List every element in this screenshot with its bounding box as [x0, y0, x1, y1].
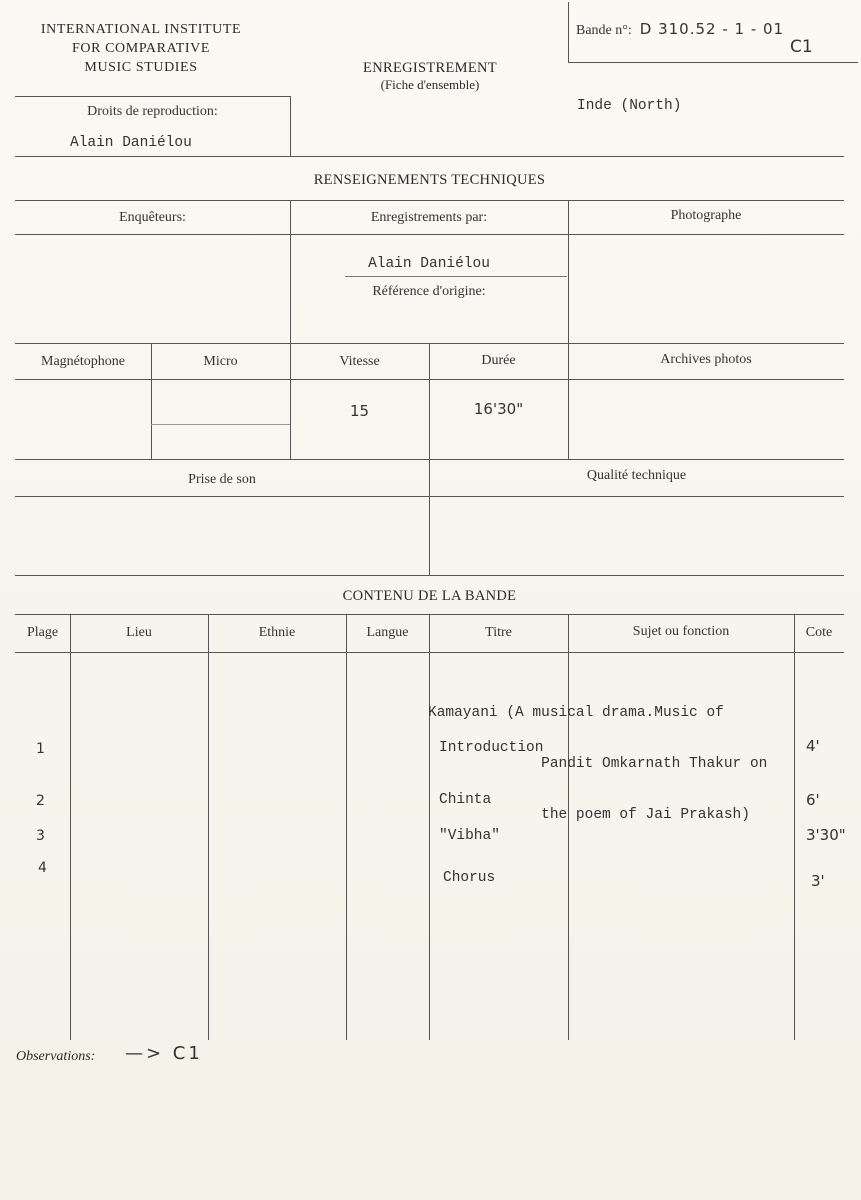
observations-label: Observations: [16, 1049, 96, 1064]
header-bottom-line [15, 156, 844, 157]
tech-row2-div-1 [151, 343, 152, 459]
track-cote: 4' [806, 737, 820, 755]
col-archives-photos: Archives photos [660, 352, 752, 367]
tech-row2-mid [15, 379, 844, 380]
track-title: Chinta [439, 792, 492, 808]
institute-line-3: MUSIC STUDIES [84, 60, 198, 75]
tech-row3-mid [15, 496, 844, 497]
bande-label: Bande n°: [576, 23, 632, 38]
content-header-line [15, 652, 844, 653]
col-enqueteurs: Enquêteurs: [119, 210, 186, 225]
section-tech-title: RENSEIGNEMENTS TECHNIQUES [313, 172, 546, 188]
col-photographe: Photographe [670, 208, 742, 223]
bande-box-left [568, 2, 569, 62]
droits-right-line [290, 96, 291, 156]
col-micro: Micro [203, 354, 238, 369]
content-div-1 [70, 614, 71, 1040]
observations [16, 1047, 95, 1065]
tech-row3-div [429, 459, 430, 575]
region-value: Inde (North) [577, 98, 682, 114]
track-title: Introduction [439, 740, 544, 756]
bande-value: D 310.52 - 1 - 01 [639, 20, 785, 38]
speed-value: 15 [349, 402, 370, 420]
track-cote: 6' [806, 791, 820, 809]
track-number: 3 [36, 828, 45, 844]
institute-line-1: INTERNATIONAL INSTITUTE [40, 22, 242, 37]
bande-handwritten-mark: C1 [790, 37, 813, 57]
track-number: 2 [36, 793, 45, 809]
micro-faint-line [151, 424, 290, 425]
tech-row2-div-2 [290, 343, 291, 459]
bande-number [576, 20, 784, 39]
form-title [330, 60, 530, 93]
tech-div-2 [568, 200, 569, 343]
col-lieu: Lieu [126, 625, 152, 640]
col-prise-de-son: Prise de son [188, 472, 256, 487]
col-ethnie: Ethnie [258, 625, 296, 640]
droits-label: Droits de reproduction: [87, 104, 218, 119]
form-title-sub: (Fiche d'ensemble) [380, 77, 480, 92]
droits-value: Alain Daniélou [70, 135, 192, 151]
tech-row1-line [15, 234, 844, 235]
track-cote: 3' [811, 872, 825, 890]
col-enregistrements: Enregistrements par: [370, 210, 488, 225]
content-div-2 [208, 614, 209, 1040]
origin-reference-label: Référence d'origine: [372, 284, 486, 299]
col-qualite-technique: Qualité technique [586, 468, 687, 483]
col-cote: Cote [805, 625, 833, 640]
track-cote: 3'30" [806, 826, 846, 844]
work-description-line-2: Pandit Omkarnath Thakur on [428, 756, 768, 772]
recorder-underline [345, 276, 567, 277]
content-div-3 [346, 614, 347, 1040]
col-vitesse: Vitesse [339, 354, 380, 369]
tech-row2-div-4 [568, 343, 569, 459]
col-langue: Langue [366, 625, 409, 640]
observations-note: —> C1 [125, 1043, 203, 1064]
track-title: "Vibha" [439, 828, 500, 844]
track-number: 1 [36, 741, 45, 757]
col-titre: Titre [485, 625, 512, 640]
droits-top-line [15, 96, 290, 97]
work-description-line-3: the poem of Jai Prakash) [428, 807, 750, 823]
tech-bottom-line [15, 575, 844, 576]
bande-box-bottom [568, 62, 858, 63]
col-magnetophone: Magnétophone [41, 354, 125, 369]
col-plage: Plage [26, 625, 59, 640]
duration-value: 16'30" [473, 400, 524, 418]
tech-top-line [15, 200, 844, 201]
section-content-title: CONTENU DE LA BANDE [342, 588, 517, 604]
institute-name [10, 20, 272, 77]
institute-line-2: FOR COMPARATIVE [71, 41, 210, 56]
work-description-line-1: Kamayani (A musical drama.Music of [428, 705, 724, 721]
col-duree: Durée [481, 353, 516, 368]
col-sujet: Sujet ou fonction [632, 624, 730, 639]
content-div-6 [794, 614, 795, 1040]
form-title-main: ENREGISTREMENT [363, 60, 497, 76]
track-title: Chorus [443, 870, 496, 886]
track-number: 4 [38, 860, 47, 876]
recorder-name: Alain Daniélou [368, 256, 490, 272]
